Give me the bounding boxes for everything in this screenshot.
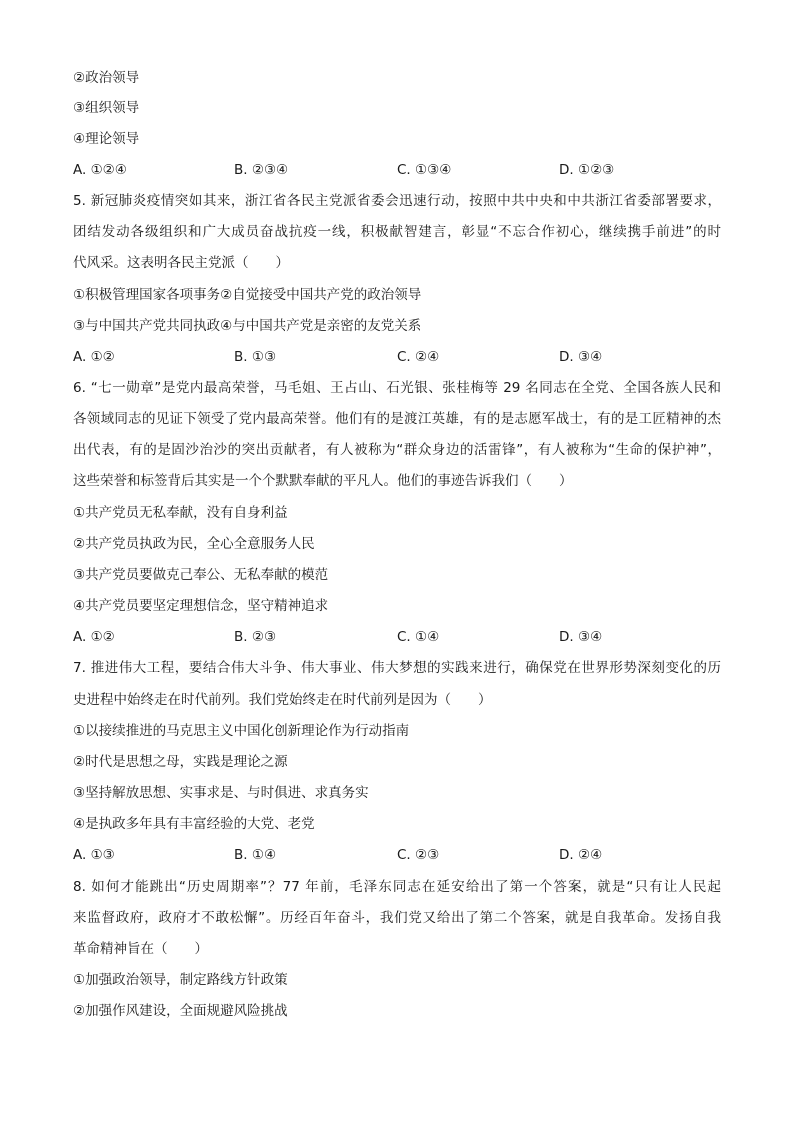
q7-item-1: ①以接续推进的马克思主义中国化创新理论作为行动指南	[73, 723, 410, 739]
q6-option-a: A. ①②	[73, 629, 115, 645]
q7-item-2: ②时代是思想之母，实践是理论之源	[73, 754, 288, 770]
prev-item-3: ③组织领导	[73, 100, 140, 116]
q8-stem-line-1: 8. 如何才能跳出“历史周期率”？77 年前，毛泽东同志在延安给出了第一个答案，就是“只有让人民起	[73, 879, 721, 895]
q7-stem-line-2: 史进程中始终走在时代前列。我们党始终走在时代前列是因为（ ）	[73, 692, 492, 708]
q7-option-a: A. ①③	[73, 847, 115, 863]
q5-stem-line-1: 5. 新冠肺炎疫情突如其来，浙江省各民主党派省委会迅速行动，按照中共中央和中共浙江省委部署要求，	[73, 193, 721, 209]
q5-item-1: ①积极管理国家各项事务②自觉接受中国共产党的政治领导	[73, 287, 422, 303]
q6-item-4: ④共产党员要坚定理想信念，坚守精神追求	[73, 598, 329, 614]
q7-option-b: B. ①④	[234, 847, 277, 863]
prev-option-b: B. ②③④	[234, 162, 289, 178]
q6-stem-line-1: 6. “七一勋章”是党内最高荣誉，马毛姐、王占山、石光银、张桂梅等 29 名同志在全党、全国各族人民和	[73, 380, 721, 396]
q5-option-d: D. ③④	[559, 349, 603, 365]
q7-option-c: C. ②③	[397, 847, 440, 863]
q5-stem-line-2: 团结发动各级组织和广大成员奋战抗疫一线，积极献智建言，彰显“不忘合作初心，继续携手前进”的时	[73, 224, 721, 240]
q6-stem-line-3: 出代表，有的是固沙治沙的突出贡献者，有人被称为“群众身边的活雷锋”，有人被称为“生命的保护神”，	[73, 442, 721, 458]
q5-item-2: ③与中国共产党共同执政④与中国共产党是亲密的友党关系	[73, 318, 422, 334]
q6-stem-line-2: 各领域同志的见证下领受了党内最高荣誉。他们有的是渡江英雄，有的是志愿军战士，有的是工匠精神的杰	[73, 411, 721, 427]
prev-option-d: D. ①②③	[559, 162, 615, 178]
q8-item-1: ①加强政治领导，制定路线方针政策	[73, 972, 288, 988]
q7-item-3: ③坚持解放思想、实事求是、与时俱进、求真务实	[73, 785, 369, 801]
q6-stem-line-4: 这些荣誉和标签背后其实是一个个默默奉献的平凡人。他们的事迹告诉我们（ ）	[73, 473, 573, 489]
prev-option-a: A. ①②④	[73, 162, 127, 178]
q5-stem-line-3: 代风采。这表明各民主党派（ ）	[73, 255, 289, 271]
q6-option-d: D. ③④	[559, 629, 603, 645]
q5-option-a: A. ①②	[73, 349, 115, 365]
q7-item-4: ④是执政多年具有丰富经验的大党、老党	[73, 816, 315, 832]
q6-item-2: ②共产党员执政为民，全心全意服务人民	[73, 536, 315, 552]
q5-option-b: B. ①③	[234, 349, 277, 365]
q8-stem-line-2: 来监督政府，政府才不敢松懈”。历经百年奋斗，我们党又给出了第二个答案，就是自我革命。发扬自我	[73, 910, 721, 926]
q8-item-2: ②加强作风建设，全面规避风险挑战	[73, 1003, 288, 1019]
q7-option-d: D. ②④	[559, 847, 603, 863]
q8-stem-line-3: 革命精神旨在（ ）	[73, 941, 208, 957]
q7-stem-line-1: 7. 推进伟大工程，要结合伟大斗争、伟大事业、伟大梦想的实践来进行，确保党在世界形势深刻变化的历	[73, 660, 721, 676]
q6-option-b: B. ②③	[234, 629, 277, 645]
q6-option-c: C. ①④	[397, 629, 440, 645]
prev-item-4: ④理论领导	[73, 131, 140, 147]
q5-option-c: C. ②④	[397, 349, 440, 365]
prev-item-2: ②政治领导	[73, 70, 140, 86]
q6-item-1: ①共产党员无私奉献，没有自身利益	[73, 505, 288, 521]
q6-item-3: ③共产党员要做克己奉公、无私奉献的模范	[73, 567, 329, 583]
prev-option-c: C. ①③④	[397, 162, 452, 178]
